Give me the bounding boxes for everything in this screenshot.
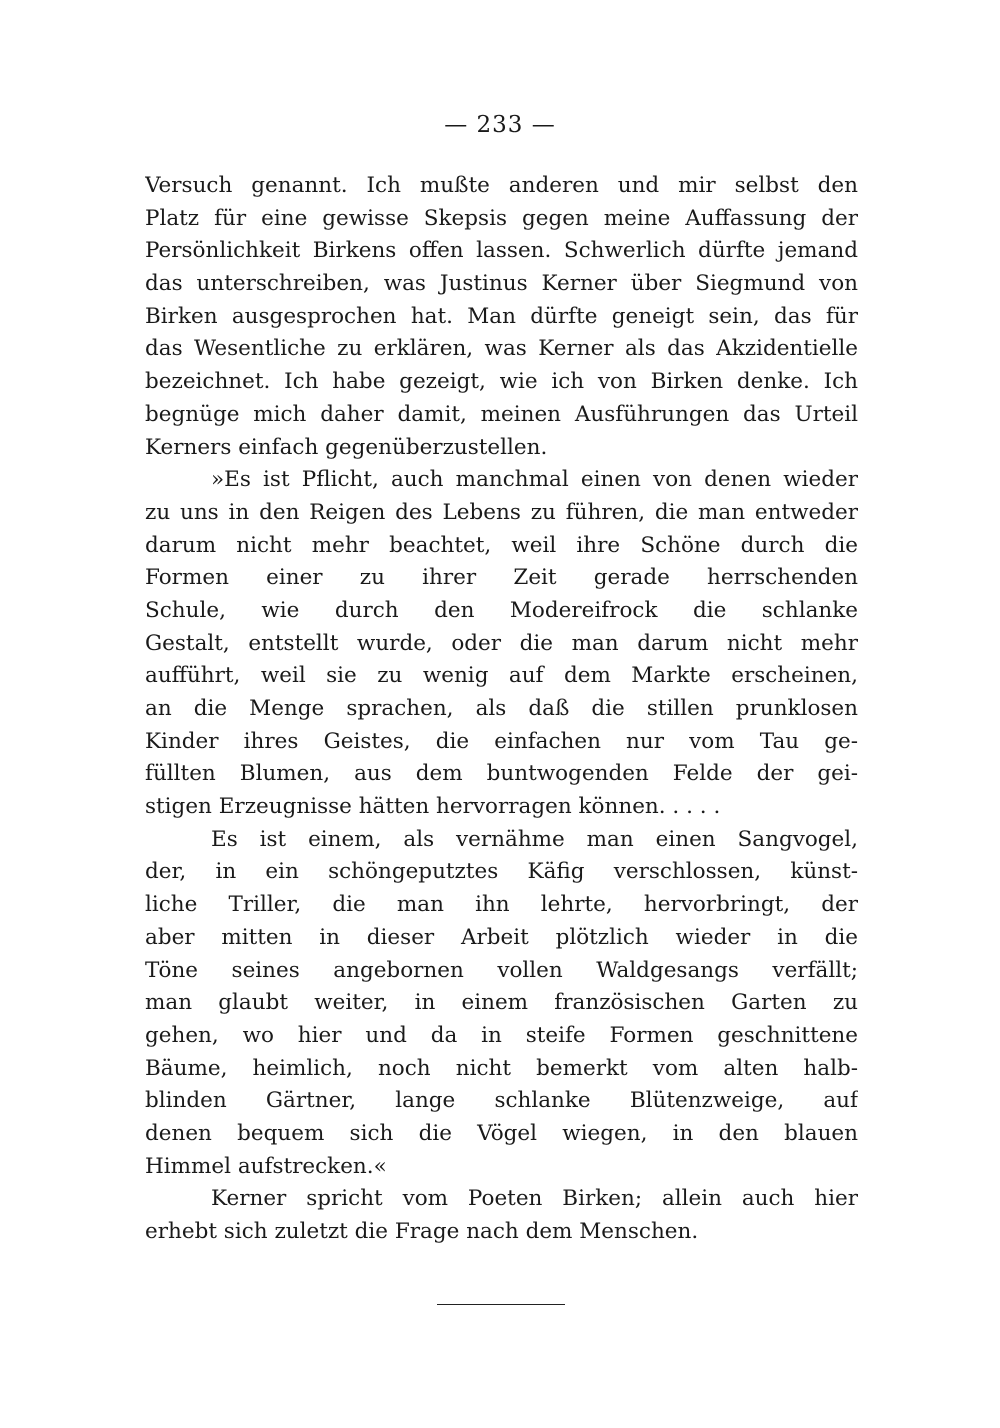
text-line: denen bequem sich die Vögel wiegen, in den blauen bbox=[145, 1120, 858, 1146]
text-line: begnüge mich daher damit, meinen Ausführungen das Urteil bbox=[145, 401, 858, 427]
text-line: Gestalt, entstellt wurde, oder die man darum nicht mehr bbox=[145, 630, 858, 656]
text-line: Formen einer zu ihrer Zeit gerade herrschenden bbox=[145, 565, 858, 591]
text-line: Versuch genannt. Ich mußte anderen und mir selbst den bbox=[145, 173, 858, 198]
text-line: Birken ausgesprochen hat. Man dürfte geneigt sein, das für bbox=[145, 303, 858, 329]
text-line: das Wesentliche zu erklären, was Kerner als das Akzidentielle bbox=[145, 336, 858, 362]
text-line: Platz für eine gewisse Skepsis gegen meine Auffassung der bbox=[145, 205, 858, 231]
text-line: man glaubt weiter, in einem französischen Garten zu bbox=[145, 990, 858, 1016]
text-line: Schule, wie durch den Modereifrock die schlanke bbox=[145, 597, 858, 623]
paragraph-4 bbox=[145, 1183, 858, 1248]
text-line: das unterschreiben, was Justinus Kerner über Siegmund von bbox=[145, 271, 858, 297]
text-line: erhebt sich zuletzt die Frage nach dem Menschen. bbox=[145, 1219, 699, 1244]
text-line: stigen Erzeugnisse hätten hervorragen können. . . . . bbox=[145, 794, 721, 820]
text-line: füllten Blumen, aus dem buntwogenden Felde der gei- bbox=[145, 761, 858, 787]
text-line: der, in ein schöngeputztes Käfig verschlossen, künst- bbox=[145, 859, 858, 885]
text-line: darum nicht mehr beachtet, weil ihre Schöne durch die bbox=[145, 532, 858, 558]
text-line: blinden Gärtner, lange schlanke Blütenzweige, auf bbox=[145, 1088, 858, 1114]
text-line: Kerners einfach gegenüberzustellen. bbox=[145, 434, 548, 460]
text-line: Töne seines angebornen vollen Waldgesangs verfällt; bbox=[145, 957, 858, 983]
text-line: »Es ist Pflicht, auch manchmal einen von denen wieder bbox=[211, 467, 858, 493]
paragraph-1 bbox=[145, 170, 858, 464]
text-line: aber mitten in dieser Arbeit plötzlich wieder in die bbox=[145, 924, 858, 950]
text-line: an die Menge sprachen, als daß die stillen prunklosen bbox=[145, 696, 858, 721]
text-line: Kinder ihres Geistes, die einfachen nur vom Tau ge- bbox=[145, 728, 858, 754]
text-line: Bäume, heimlich, noch nicht bemerkt vom alten halb- bbox=[145, 1055, 858, 1081]
text-line: aufführt, weil sie zu wenig auf dem Markte erscheinen, bbox=[145, 663, 858, 689]
paragraph-2-quote bbox=[145, 464, 858, 824]
body-text bbox=[145, 170, 858, 1249]
text-line: gehen, wo hier und da in steife Formen geschnittene bbox=[145, 1022, 858, 1048]
text-line: Himmel aufstrecken.« bbox=[145, 1153, 387, 1179]
page-number: — 233 — bbox=[444, 112, 556, 138]
text-line: liche Triller, die man ihn lehrte, hervorbringt, der bbox=[145, 892, 858, 918]
text-line: Kerner spricht vom Poeten Birken; allein auch hier bbox=[211, 1186, 858, 1212]
text-line: Es ist einem, als vernähme man einen Sangvogel, bbox=[211, 826, 858, 852]
text-line: bezeichnet. Ich habe gezeigt, wie ich von Birken denke. Ich bbox=[145, 369, 858, 395]
section-divider bbox=[437, 1304, 565, 1305]
text-line: zu uns in den Reigen des Lebens zu führen, die man entweder bbox=[145, 499, 858, 525]
paragraph-3-quote bbox=[145, 824, 858, 1184]
text-line: Persönlichkeit Birkens offen lassen. Schwerlich dürfte jemand bbox=[145, 238, 858, 264]
